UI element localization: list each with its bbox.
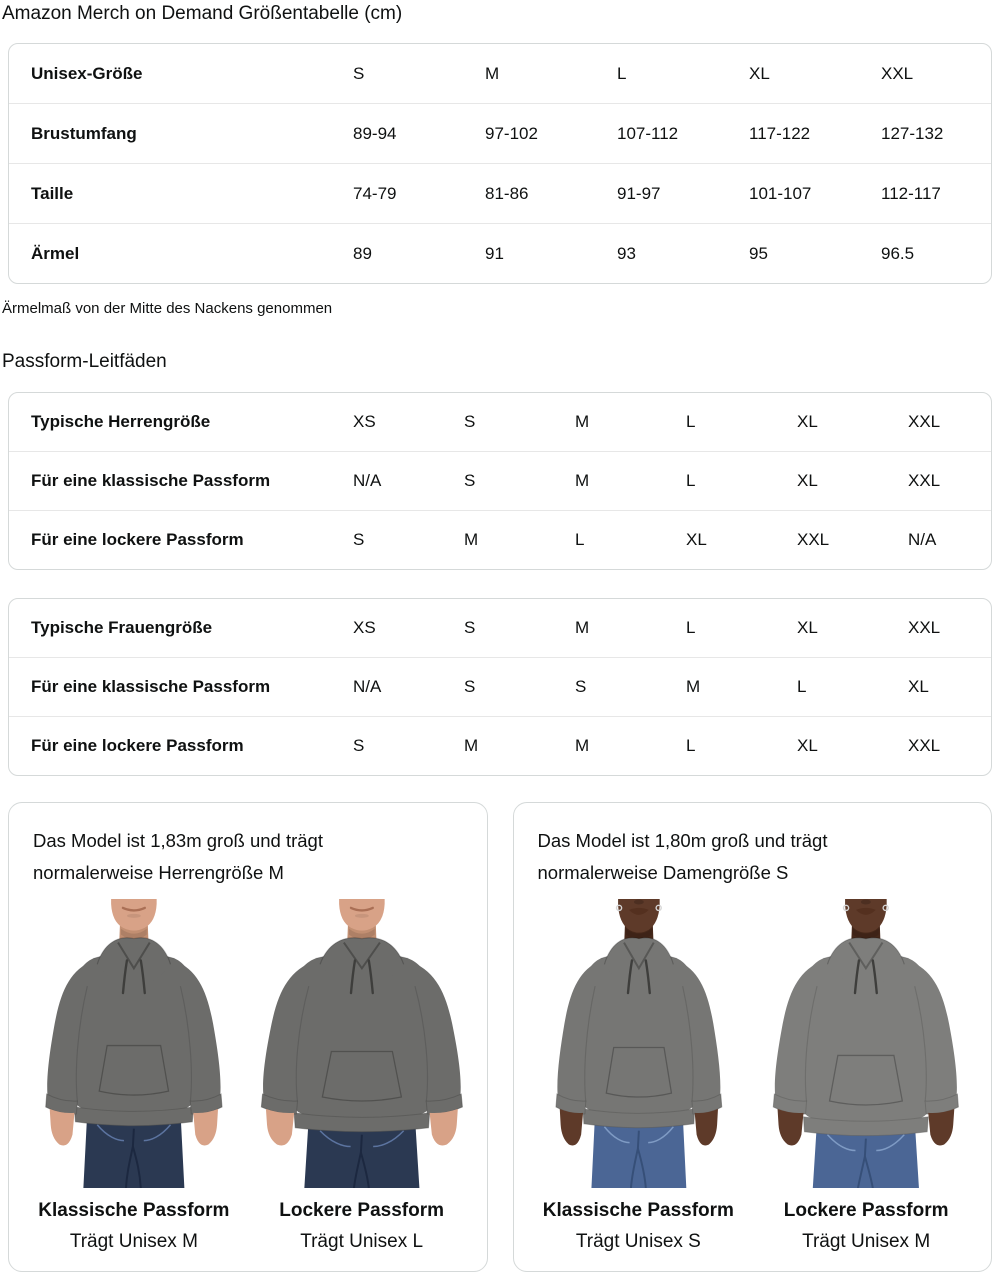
hoodie-model-photo <box>248 899 476 1188</box>
model-loose-fit <box>752 899 980 1253</box>
table-cell: M <box>575 618 590 637</box>
hoodie-model-photo <box>525 899 753 1188</box>
table-cell: L <box>797 677 807 696</box>
table-cell: M <box>575 471 590 490</box>
hoodie-model-photo <box>752 899 980 1188</box>
table-cell: XXL <box>881 63 914 83</box>
table-cell: L <box>617 63 627 83</box>
worn-size-label: Trägt Unisex S <box>575 1231 701 1253</box>
table-cell: XL <box>797 471 818 490</box>
row-label: Ärmel <box>31 243 80 263</box>
page-title: Amazon Merch on Demand Größentabelle (cm) <box>2 3 403 24</box>
table-cell: M <box>485 63 500 83</box>
table-cell: N/A <box>908 530 937 549</box>
table-cell: S <box>575 677 587 696</box>
table-cell: M <box>464 736 479 755</box>
table-cell: XL <box>749 63 770 83</box>
model-description: Das Model ist 1,83m groß und trägt normalerweise Herrengröße M <box>33 830 323 883</box>
table-cell: S <box>353 530 365 549</box>
row-label: Für eine lockere Passform <box>31 736 244 755</box>
table-cell: XL <box>797 412 818 431</box>
table-row <box>9 599 991 657</box>
table-cell: M <box>575 736 590 755</box>
fit-type-label: Klassische Passform <box>38 1200 230 1222</box>
table-row <box>9 510 991 569</box>
table-cell: S <box>464 677 476 696</box>
table-cell: S <box>464 471 476 490</box>
model-description: Das Model ist 1,80m groß und trägt normalerweise Damengröße S <box>537 830 828 883</box>
table-cell: 91 <box>485 243 504 263</box>
table-cell: XXL <box>908 736 941 755</box>
table-cell: XXL <box>908 412 941 431</box>
row-label: Unisex-Größe <box>31 63 143 83</box>
table-cell: M <box>464 530 479 549</box>
row-label: Für eine lockere Passform <box>31 530 244 549</box>
model-loose-fit <box>248 899 476 1253</box>
table-cell: M <box>575 412 590 431</box>
fit-type-label: Lockere Passform <box>279 1200 444 1222</box>
table-cell: XL <box>797 736 818 755</box>
table-cell: N/A <box>353 677 382 696</box>
table-cell: S <box>464 412 476 431</box>
womens-model-card <box>513 802 993 1272</box>
model-photos-row <box>525 899 981 1253</box>
table-row <box>9 103 991 163</box>
worn-size-label: Trägt Unisex L <box>300 1231 424 1253</box>
table-cell: 107-112 <box>617 123 679 143</box>
model-classic-fit <box>525 899 753 1253</box>
table-cell: 81-86 <box>485 183 529 203</box>
table-cell: 117-122 <box>749 123 811 143</box>
table-cell: XL <box>797 618 818 637</box>
table-row <box>9 163 991 223</box>
table-row <box>9 223 991 283</box>
worn-size-label: Trägt Unisex M <box>69 1231 198 1253</box>
table-row <box>9 393 991 451</box>
table-cell: XS <box>353 412 376 431</box>
row-label: Brustumfang <box>31 123 137 143</box>
model-cards-row <box>8 802 992 1272</box>
table-cell: 101-107 <box>749 183 812 203</box>
table-cell: 89 <box>353 243 372 263</box>
model-photos-row <box>20 899 476 1253</box>
table-cell: L <box>686 618 696 637</box>
table-cell: 91-97 <box>617 183 661 203</box>
table-cell: XS <box>353 618 376 637</box>
table-row <box>9 657 991 716</box>
table-cell: 93 <box>617 243 636 263</box>
table-cell: S <box>464 618 476 637</box>
table-cell: L <box>575 530 585 549</box>
table-cell: 127-132 <box>881 123 944 143</box>
table-cell: 96.5 <box>881 243 915 263</box>
table-cell: N/A <box>353 471 382 490</box>
table-row <box>9 716 991 775</box>
table-cell: XXL <box>797 530 830 549</box>
fit-guides-heading: Passform-Leitfäden <box>2 351 167 372</box>
row-label: Für eine klassische Passform <box>31 471 271 490</box>
row-label: Typische Frauengröße <box>31 618 213 637</box>
sleeve-measure-footnote: Ärmelmaß von der Mitte des Nackens genommen <box>2 300 333 317</box>
table-cell: L <box>686 471 696 490</box>
mens-fit-guide-table <box>8 392 992 570</box>
table-cell: 74-79 <box>353 183 397 203</box>
table-cell: M <box>686 677 701 696</box>
fit-type-label: Lockere Passform <box>783 1200 949 1222</box>
table-cell: 97-102 <box>485 123 538 143</box>
table-cell: XL <box>686 530 707 549</box>
table-cell: S <box>353 63 365 83</box>
table-cell: 112-117 <box>881 183 941 203</box>
womens-fit-guide-table <box>8 598 992 776</box>
table-cell: XXL <box>908 618 941 637</box>
table-cell: 89-94 <box>353 123 397 143</box>
hoodie-model-photo <box>20 899 248 1188</box>
unisex-size-table <box>8 43 992 284</box>
row-label: Typische Herrengröße <box>31 412 211 431</box>
table-cell: L <box>686 736 696 755</box>
table-row <box>9 44 991 103</box>
fit-type-label: Klassische Passform <box>542 1200 734 1222</box>
row-label: Für eine klassische Passform <box>31 677 271 696</box>
row-label: Taille <box>31 183 74 203</box>
table-cell: XL <box>908 677 929 696</box>
table-row <box>9 451 991 510</box>
model-classic-fit <box>20 899 248 1253</box>
worn-size-label: Trägt Unisex M <box>802 1231 931 1253</box>
table-cell: XXL <box>908 471 941 490</box>
table-cell: 95 <box>749 243 768 263</box>
mens-model-card <box>8 802 488 1272</box>
table-cell: L <box>686 412 696 431</box>
table-cell: S <box>353 736 365 755</box>
